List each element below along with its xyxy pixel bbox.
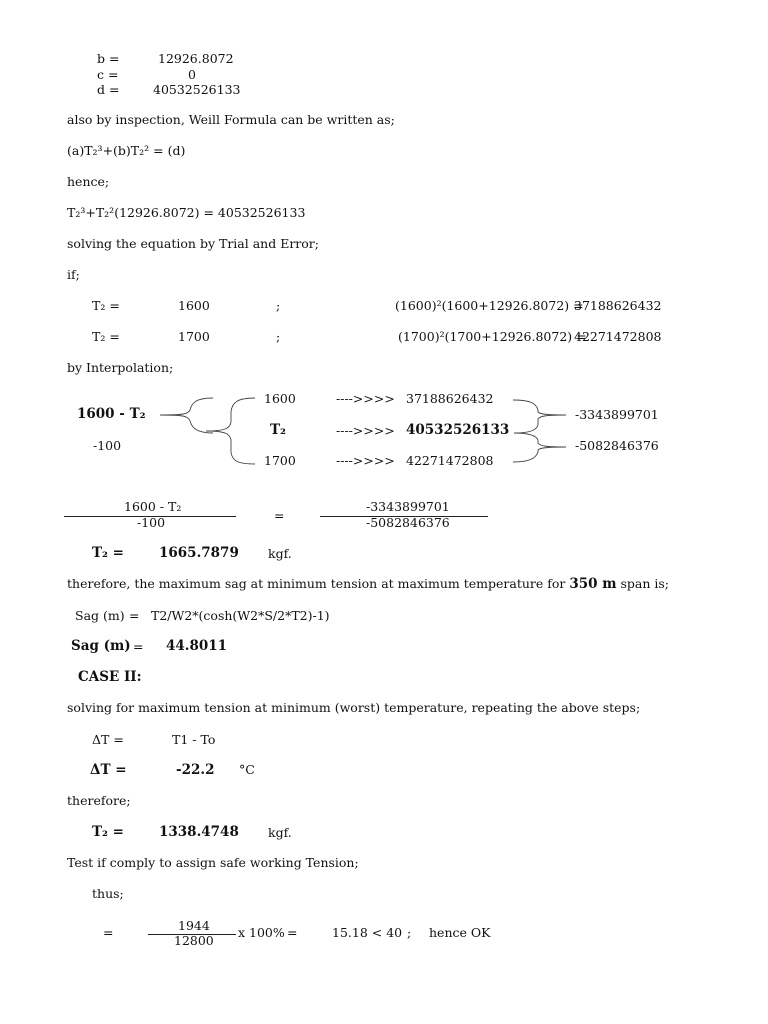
trial-2-label: T₂ = [92,329,120,344]
trial-1-result: 37188626432 [574,298,662,313]
formula-specific: T₂³+T₂²(12926.8072) = 40532526133 [67,205,306,220]
final-numerator: 1944 [178,918,210,933]
ratio-right-denominator: -5082846376 [366,515,450,530]
interp-left-top: 1600 - T₂ [77,406,146,422]
paragraph-sag-post: span is; [616,576,670,591]
interp-row2-y: 40532526133 [406,422,510,438]
paragraph-interpolation: by Interpolation; [67,360,174,375]
coef-c-label: c = [97,67,119,82]
final-verdict: hence OK [429,925,491,940]
delta-def-expression: T1 - To [172,732,216,747]
coef-b-label: b = [97,51,120,66]
interp-left-bottom: -100 [93,438,122,453]
interp-right-top: -3343899701 [575,407,659,422]
trial-2-expr: (1700)²(1700+12926.8072) = [398,329,587,344]
final-compare: 15.18 < 40 [332,925,403,940]
interp-row1-y: 37188626432 [406,391,494,406]
sag-formula-expression: T2/W2*(cosh(W2*S/2*T2)-1) [151,608,330,623]
final-sep: ; [407,925,412,940]
result2-unit: kgf. [268,825,292,840]
left-small-brace [160,398,213,433]
result2-value: 1338.4748 [159,824,239,840]
case2-heading: CASE II: [78,669,142,685]
coef-b-value: 12926.8072 [158,51,234,66]
right-brace-bottom [513,433,566,462]
paragraph-thus: thus; [92,886,124,901]
sag-result-label: Sag (m) [71,638,131,654]
coef-d-label: d = [97,82,120,97]
delta-val-label: ΔT = [90,762,127,778]
trial-2-value: 1700 [178,329,210,344]
trial-2-sep: ; [276,329,281,344]
trial-1-sep: ; [276,298,281,313]
result2-label: T₂ = [92,824,124,840]
interp-row2-x: T₂ [270,422,286,438]
trial-1-expr: (1600)²(1600+12926.8072) = [395,298,584,313]
paragraph-hence: hence; [67,174,110,189]
result1-unit: kgf. [268,546,292,561]
result1-label: T₂ = [92,545,124,561]
ratio-equals: = [274,508,285,523]
paragraph-test: Test if comply to assign safe working Tension; [67,855,359,870]
final-times: x 100% [238,925,285,940]
ratio-right-numerator: -3343899701 [366,499,450,514]
interp-row3-y: 42271472808 [406,453,494,468]
paragraph-inspection: also by inspection, Weill Formula can be written as; [67,112,395,127]
interp-row1-arrow: ---->>>> [336,391,395,406]
sag-result-value: 44.8011 [166,638,228,654]
paragraph-therefore: therefore; [67,793,131,808]
sag-result-equals: = [133,639,144,654]
ratio-left-numerator: 1600 - T₂ [124,499,182,514]
final-equals-1: = [103,925,114,940]
ratio-left-denominator: -100 [137,515,166,530]
result1-value: 1665.7879 [159,545,239,561]
trial-2-result: 42271472808 [574,329,662,344]
delta-def-label: ΔT = [92,732,124,747]
interp-row3-x: 1700 [264,453,296,468]
paragraph-trial: solving the equation by Trial and Error; [67,236,319,251]
sag-formula-equals: = [129,608,140,623]
final-equals-2: = [287,925,298,940]
trial-1-value: 1600 [178,298,210,313]
left-big-brace [206,398,255,464]
delta-val-value: -22.2 [176,762,215,778]
coef-c-value: 0 [188,67,196,82]
final-denominator: 12800 [174,933,214,948]
paragraph-case2: solving for maximum tension at minimum (worst) temperature, repeating the above steps; [67,700,641,715]
interp-row3-arrow: ---->>>> [336,453,395,468]
interp-row1-x: 1600 [264,391,296,406]
paragraph-sag [67,578,669,592]
sag-formula-label: Sag (m) [75,608,125,623]
coef-d-value: 40532526133 [153,82,241,97]
interp-right-bottom: -5082846376 [575,438,659,453]
interp-row2-arrow: ---->>>> [336,423,395,438]
delta-val-unit: °C [239,762,255,777]
paragraph-if: if; [67,267,80,282]
sag-span-length: 350 m [569,576,617,592]
formula-general: (a)T₂³+(b)T₂² = (d) [67,143,186,158]
trial-1-label: T₂ = [92,298,120,313]
paragraph-sag-pre: therefore, the maximum sag at minimum tension at maximum temperature for [67,576,570,591]
right-brace-top [513,400,566,433]
